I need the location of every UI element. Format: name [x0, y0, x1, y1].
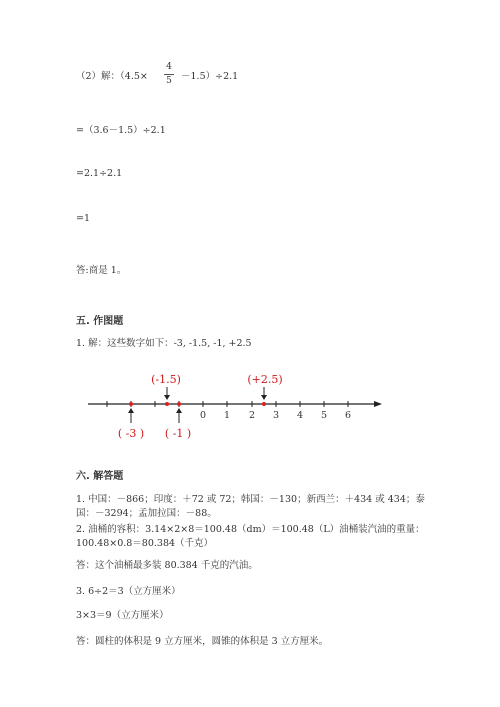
section6-title: 六. 解答题 — [76, 471, 124, 482]
calc-line-3: =2.1÷2.1 — [76, 168, 123, 179]
section6-p2-line2: 100.48×0.8＝80.384（千克） — [76, 538, 214, 549]
section6-p1-line2: 国：－3294；孟加拉国：－88。 — [76, 508, 217, 519]
section6-p3-answer: 答：圆柱的体积是 9 立方厘米，圆锥的体积是 3 立方厘米。 — [76, 636, 329, 647]
section5-item1: 1. 解：这些数字如下：-3, -1.5, -1, +2.5 — [76, 338, 252, 349]
calc-line1-suffix: －1.5）÷2.1 — [181, 71, 239, 82]
calc-line1-prefix: （2）解：（4.5× — [76, 71, 148, 82]
number-line-diagram — [0, 365, 500, 455]
point-pos2-5 — [262, 402, 266, 406]
point-neg1-5 — [165, 402, 169, 406]
tick-label-0: 0 — [199, 410, 207, 421]
calc-line-2: =（3.6－1.5）÷2.1 — [76, 125, 166, 136]
fraction-numerator: 4 — [166, 62, 172, 72]
calc-line-4: =1 — [76, 213, 91, 224]
fraction-bar — [164, 74, 174, 75]
fraction-denominator: 5 — [166, 76, 172, 86]
arrow-up-neg3 — [128, 408, 134, 413]
calc-answer: 答:商是 1。 — [76, 265, 127, 276]
calc-line-1 — [76, 68, 148, 82]
tick-label-3: 3 — [272, 410, 280, 421]
arrow-down-pos2-5 — [261, 395, 267, 400]
arrow-down-neg1-5 — [164, 395, 170, 400]
tick-label-1: 1 — [223, 410, 231, 421]
label-neg1: ( -1 ) — [164, 427, 192, 440]
section6-p2-answer: 答：这个油桶最多装 80.384 千克的汽油。 — [76, 560, 258, 571]
section6-p3-line1: 3. 6÷2＝3（立方厘米） — [76, 586, 181, 597]
tick-label-4: 4 — [296, 410, 304, 421]
label-neg3: ( -3 ) — [117, 427, 145, 440]
section5-title: 五. 作图题 — [76, 316, 124, 327]
label-neg1-5: (-1.5) — [151, 373, 181, 386]
section6-p1-line1: 1. 中国：－866；印度：＋72 或 72；韩国：－130；新西兰：＋434 或 434；泰 — [76, 494, 425, 505]
arrow-up-neg1 — [176, 408, 182, 413]
section6-p2-line1: 2. 油桶的容积：3.14×2×8＝100.48（dm）＝100.48（L）油桶装汽油的重量： — [76, 524, 425, 535]
tick-label-2: 2 — [248, 410, 256, 421]
point-neg1 — [177, 402, 181, 406]
tick-label-5: 5 — [320, 410, 328, 421]
number-line-arrowhead — [374, 401, 382, 407]
point-neg3 — [129, 402, 133, 406]
label-pos2-5: (+2.5) — [247, 373, 283, 386]
tick-label-6: 6 — [344, 410, 352, 421]
section6-p3-line2: 3×3＝9（立方厘米） — [76, 610, 169, 621]
